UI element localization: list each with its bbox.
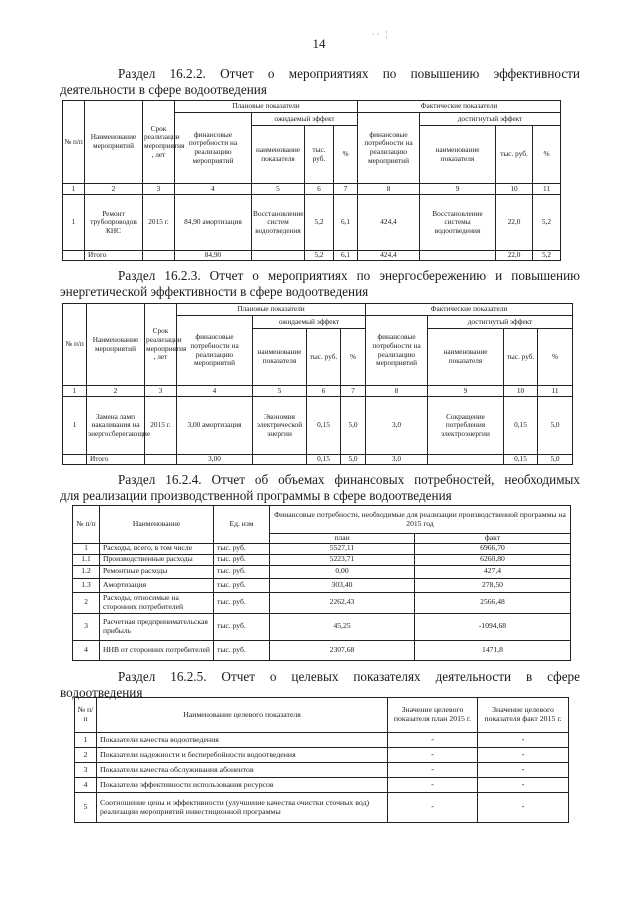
corner-mark: ·· ¦: [372, 30, 389, 39]
header-expected-effect: ожидаемый эффект: [253, 316, 366, 329]
table-row: 1 Расходы, всего, в том числе тыс. руб. 5527,11 6966,70: [73, 543, 571, 554]
section-heading-16-2-2: Раздел 16.2.2. Отчет о мероприятиях по повышению эффективности деятельности в сфере водоотведения: [60, 66, 580, 97]
header-name: Наименование мероприятий: [85, 101, 143, 184]
table-row: 1.3 Амортизация тыс. руб. 303,40 278,50: [73, 578, 571, 592]
header-term: Срок реализации мероприятия , лет: [145, 304, 177, 386]
header-num: № п/п: [73, 506, 100, 544]
table-row: 1.2 Ремонтные расходы тыс. руб. 0,00 427,4: [73, 565, 571, 578]
table-row: 3 Расчетная предпринимательская прибыль тыс. руб. 45,25 -1094,68: [73, 613, 571, 640]
header-num: № п/п: [63, 304, 87, 386]
section-heading-16-2-5: Раздел 16.2.5. Отчет о целевых показателях деятельности в сфере водоотведения: [60, 669, 580, 700]
header-achieved-effect: достигнутый эффект: [420, 113, 561, 126]
table-row: 1.1 Производственные расходы тыс. руб. 5223,71 6260,80: [73, 554, 571, 565]
header-indicator-name: наименование показателя: [252, 126, 305, 184]
section-heading-16-2-3: Раздел 16.2.3. Отчет о мероприятиях по энергосбережению и повышению энергетической эффективности в сфере водоотведения: [60, 268, 580, 299]
header-fin-plan: финансовые потребности на реализацию мероприятий: [177, 316, 253, 386]
table-activities-efficiency: [62, 100, 561, 261]
table-financial-needs: [72, 505, 571, 661]
header-pct: %: [341, 329, 366, 386]
header-achieved-effect: достигнутый эффект: [428, 316, 573, 329]
header-indicator-name-fact: наименование показателя: [428, 329, 504, 386]
table-row: 2 Расходы, относимые на сторонних потребителей тыс. руб. 2262,43 2566,48: [73, 592, 571, 613]
table-energy-saving: [62, 303, 573, 465]
header-fin-plan: финансовые потребности на реализацию мероприятий: [175, 113, 252, 184]
header-indicator-name: наименование показателя: [253, 329, 307, 386]
header-num: № п/п: [75, 698, 97, 733]
page-number: 14: [312, 36, 326, 51]
header-num: № п/п: [63, 101, 85, 184]
header-pct-fact: %: [533, 126, 561, 184]
table-row: 1 Замена ламп накаливания на энергосберегающие 2015 г. 3,00 амортизация Экономия электрической энергии 0,15 5,0 3,0 Сокращение потребления электроэнергии 0,15 5,0: [63, 397, 573, 455]
header-indicator-name-fact: наименование показателя: [420, 126, 496, 184]
header-fact: факт: [415, 534, 571, 544]
table-row: 1 Ремонт трубопроводов КНС 2015 г. 84,90 амортизация Восстановление систем водоотведения 5,2 6,1 424,4 Восстановление системы водоотведения 22,0 5,2: [63, 195, 561, 251]
column-number-row: 1 2 3 4 5 6 7 8 9 10 11: [63, 184, 561, 195]
header-name: Наименование целевого показателя: [97, 698, 388, 733]
table-row: 4 ННВ от сторонних потребителей тыс. руб. 2307,68 1471,8: [73, 640, 571, 660]
total-row: Итого 84,90 5,2 6,1 424,4 22,0 5,2: [63, 251, 561, 261]
header-rub: тыс. руб.: [305, 126, 334, 184]
column-number-row: 1 2 3 4 5 6 7 8 9 10 11: [63, 386, 573, 397]
header-pct-fact: %: [538, 329, 573, 386]
header-plan: Плановые показатели: [175, 101, 358, 113]
header-rub-fact: тыс. руб.: [504, 329, 538, 386]
table-row: 2 Показатели надежности и бесперебойности водоотведения - -: [75, 748, 569, 763]
header-financial-needs: Финансовые потребности, необходимые для реализации производственной программы на 2015 год: [270, 506, 571, 534]
header-name: Наименование: [100, 506, 214, 544]
header-rub: тыс. руб.: [307, 329, 341, 386]
header-fact: Значение целевого показателя факт 2015 г.: [478, 698, 569, 733]
section-heading-16-2-4: Раздел 16.2.4. Отчет об объемах финансовых потребностей, необходимых для реализации производственной программы в сфере водоотведения: [60, 472, 580, 503]
header-name: Наименование мероприятий: [87, 304, 145, 386]
header-unit: Ед. изм: [214, 506, 270, 544]
table-row: 5 Соотношение цены и эффективности (улучшение качества очистки сточных вод) реализации мероприятий инвестиционной программы - -: [75, 793, 569, 823]
table-row: 1 Показатели качества водоотведения - -: [75, 733, 569, 748]
table-row: 3 Показатели качества обслуживания абонентов - -: [75, 763, 569, 778]
total-row: Итого 3,00 0,15 5,0 3,0 0,15 5,0: [63, 455, 573, 465]
header-fin-fact: финансовые потребности на реализацию мероприятий: [358, 113, 420, 184]
header-fact: Фактические показатели: [366, 304, 573, 316]
table-row: 4 Показатели эффективности использования ресурсов - -: [75, 778, 569, 793]
header-rub-fact: тыс. руб.: [496, 126, 533, 184]
header-fact: Фактические показатели: [358, 101, 561, 113]
header-expected-effect: ожидаемый эффект: [252, 113, 358, 126]
header-plan: план: [270, 534, 415, 544]
table-target-indicators: [74, 697, 569, 823]
header-term: Срок реализации мероприятия , лет: [143, 101, 175, 184]
header-fin-fact: финансовые потребности на реализацию мероприятий: [366, 316, 428, 386]
header-plan: Плановые показатели: [177, 304, 366, 316]
header-pct: %: [334, 126, 358, 184]
header-plan: Значение целевого показателя план 2015 г.: [388, 698, 478, 733]
